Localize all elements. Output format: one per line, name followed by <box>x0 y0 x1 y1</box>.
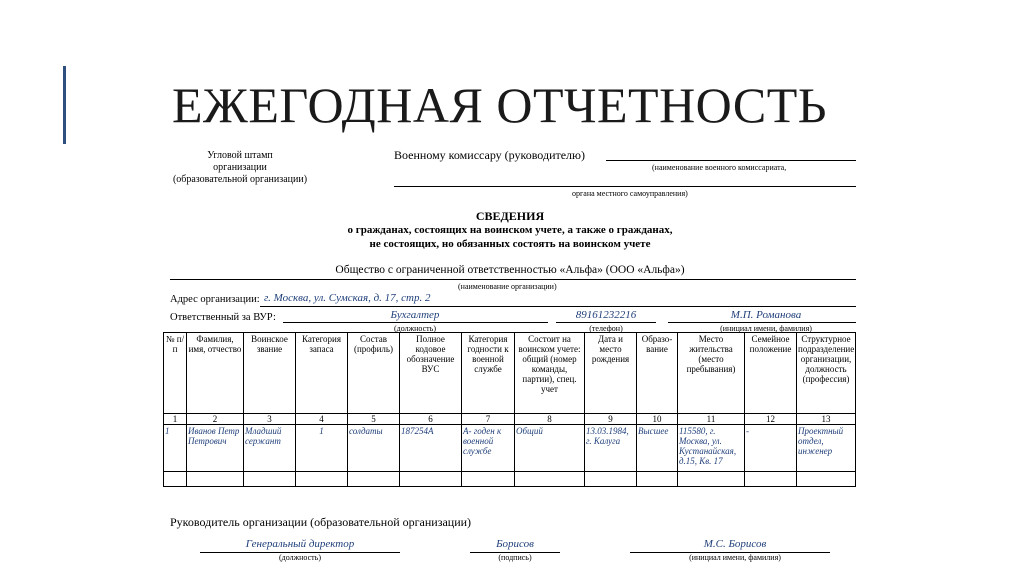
column-header: Категория запаса <box>296 333 348 414</box>
signature-position: Генеральный директор <box>245 538 355 550</box>
column-header: Состав (профиль) <box>348 333 400 414</box>
address-line <box>260 306 856 307</box>
column-header: Категория годности к военной службе <box>462 333 515 414</box>
addressee-line-2 <box>394 186 856 187</box>
address-label: Адрес организации: <box>170 294 260 305</box>
column-header: Фамилия, имя, отчество <box>187 333 244 414</box>
report-heading: СВЕДЕНИЯ <box>475 209 545 223</box>
table-cell: Общий <box>515 425 585 472</box>
table-cell: Младший сержант <box>244 425 296 472</box>
column-header: Семейное положение <box>745 333 797 414</box>
column-number: 1 <box>164 414 187 425</box>
column-number: 9 <box>585 414 637 425</box>
responsible-position-line <box>283 322 548 323</box>
address-value: г. Москва, ул. Сумская, д. 17, стр. 2 <box>264 292 431 304</box>
addressee-hint-1: (наименование военного комиссариата, <box>652 163 787 172</box>
signature-position-hint: (должность) <box>279 553 321 562</box>
table-cell: - <box>745 425 797 472</box>
column-header: Полное кодовое обозначение ВУС <box>400 333 462 414</box>
report-subheading-2: не состоящих, но обязанных состоять на воинском учете <box>369 238 651 250</box>
addressee-line-1 <box>606 160 856 161</box>
responsible-name-hint: (инициал имени, фамилия) <box>720 324 812 333</box>
stamp-line-2: организации <box>213 162 267 173</box>
table-cell: Иванов Петр Петрович <box>187 425 244 472</box>
column-number: 12 <box>745 414 797 425</box>
addressee-hint-2: органа местного самоуправления) <box>572 189 688 198</box>
table-cell: 1 <box>164 425 187 472</box>
signature-sign: Борисов <box>496 538 534 550</box>
column-header: Дата и место рождения <box>585 333 637 414</box>
column-number: 2 <box>187 414 244 425</box>
table-cell: Проектный отдел, инженер <box>797 425 856 472</box>
column-number: 5 <box>348 414 400 425</box>
table-number-row <box>164 414 856 425</box>
column-number: 13 <box>797 414 856 425</box>
signature-name-hint: (инициал имени, фамилия) <box>689 553 781 562</box>
table-row-empty <box>164 472 856 487</box>
signature-name: М.С. Борисов <box>703 538 767 550</box>
slide-title: ЕЖЕГОДНАЯ ОТЧЕТНОСТЬ <box>172 77 827 133</box>
signature-sign-hint: (подпись) <box>498 553 532 562</box>
table-cell: Высшее <box>637 425 678 472</box>
column-number: 3 <box>244 414 296 425</box>
column-number: 7 <box>462 414 515 425</box>
report-subheading-1: о гражданах, состоящих на воинском учете, а также о гражданах, <box>347 224 673 236</box>
stamp-line-1: Угловой штамп <box>207 150 273 161</box>
records-table <box>163 332 856 487</box>
column-number: 6 <box>400 414 462 425</box>
column-header: Состоит на воинском учете: общий (номер команды, партии), спец. учет <box>515 333 585 414</box>
responsible-label: Ответственный за ВУР: <box>170 312 276 323</box>
responsible-position: Бухгалтер <box>390 309 440 321</box>
signature-label: Руководитель организации (образовательной организации) <box>170 515 472 529</box>
column-header: Воинское звание <box>244 333 296 414</box>
column-header: № п/п <box>164 333 187 414</box>
table-header-row <box>164 333 856 414</box>
responsible-phone-line <box>556 322 656 323</box>
addressee-label: Военному комиссару (руководителю) <box>394 148 586 162</box>
organization-hint: (наименование организации) <box>458 282 557 291</box>
responsible-name: М.П. Романова <box>730 309 802 321</box>
responsible-phone-hint: (телефон) <box>589 324 623 333</box>
table-cell: 13.03.1984, г. Калуга <box>585 425 637 472</box>
table-cell: солдаты <box>348 425 400 472</box>
responsible-position-hint: (должность) <box>394 324 436 333</box>
column-number: 11 <box>678 414 745 425</box>
table-cell: 1 <box>296 425 348 472</box>
responsible-name-line <box>668 322 856 323</box>
column-header: Образо-вание <box>637 333 678 414</box>
slide-accent-bar <box>63 66 66 144</box>
table-row <box>164 425 856 472</box>
stamp-line-3: (образовательной организации) <box>172 174 308 185</box>
column-number: 10 <box>637 414 678 425</box>
column-header: Структурное подразделение организации, должность (профессия) <box>797 333 856 414</box>
table-cell: 115580, г. Москва, ул. Кустанайская, д.15, Кв. 17 <box>678 425 745 472</box>
organization-line <box>170 279 856 280</box>
column-number: 4 <box>296 414 348 425</box>
column-number: 8 <box>515 414 585 425</box>
column-header: Место жительства (место пребывания) <box>678 333 745 414</box>
organization-name: Общество с ограниченной ответственностью «Альфа» (ООО «Альфа») <box>335 264 685 276</box>
responsible-phone: 89161232216 <box>575 309 637 321</box>
table-cell: 187254А <box>400 425 462 472</box>
table-cell: А- годен к военной службе <box>462 425 515 472</box>
